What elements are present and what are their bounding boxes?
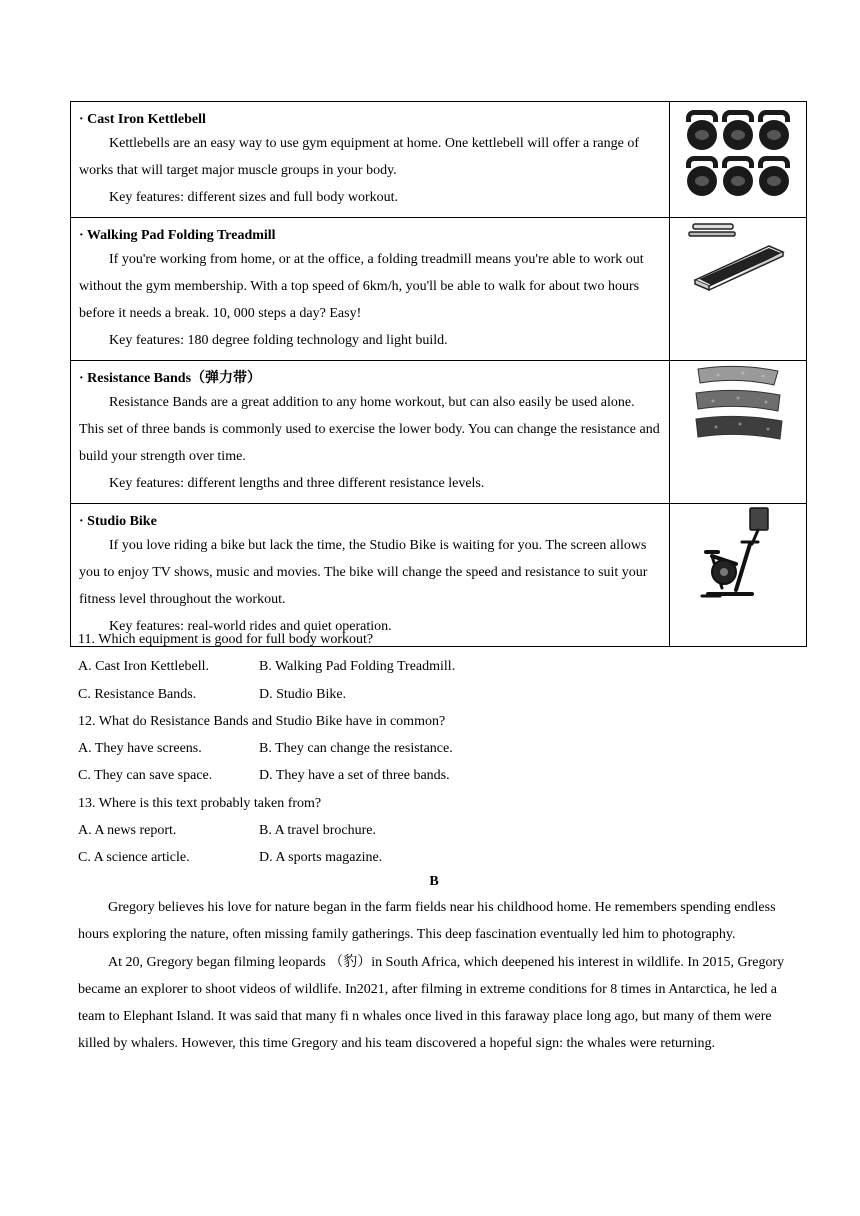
section-title: B	[429, 874, 439, 889]
kettlebells-image	[682, 102, 794, 198]
table-row	[71, 361, 807, 504]
equipment-table	[70, 101, 807, 647]
option-d: D. Studio Bike.	[259, 686, 347, 702]
item-text-cell	[71, 218, 670, 361]
item-image-cell	[670, 218, 807, 361]
item-features: Key features: 180 degree folding technology and light build.	[109, 333, 448, 348]
option-b: B. Walking Pad Folding Treadmill.	[259, 659, 456, 675]
passage-paragraph: Gregory believes his love for nature began in the farm fields near his childhood home. He remembers spending endless hours exploring the nature, often missing family gatherings. This deep fascination eventually led him to photography.	[78, 900, 776, 943]
item-features: Key features: real-world rides and quiet operation.	[109, 619, 392, 634]
item-title: · Walking Pad Folding Treadmill	[79, 228, 276, 243]
option-c: C. Resistance Bands.	[78, 686, 197, 702]
options-row	[78, 817, 790, 844]
option-d: D. They have a set of three bands.	[259, 768, 450, 784]
option-a: A. They have screens.	[78, 741, 202, 757]
item-features: Key features: different sizes and full body workout.	[109, 190, 398, 205]
question-text: 13. Where is this text probably taken from?	[78, 795, 322, 811]
options-row	[78, 653, 790, 680]
item-description: Kettlebells are an easy way to use gym equipment at home. One kettlebell will offer a range of works that will target major muscle groups in your body.	[79, 136, 640, 178]
treadmill-image	[683, 218, 793, 298]
item-text-cell	[71, 102, 670, 218]
questions-section	[78, 626, 790, 872]
option-a: A. A news report.	[78, 823, 177, 839]
option-c: C. A science article.	[78, 850, 190, 866]
studio-bike-image	[698, 504, 778, 604]
item-features: Key features: different lengths and three different resistance levels.	[109, 476, 485, 491]
passage-paragraph: At 20, Gregory began filming leopards （豹）in South Africa, which deepened his interest in wildlife. In 2015, Gregory became an explorer to shoot videos of wildlife. In2021, after filming in extreme conditions for 8 times in Antarctica, he led a team to Elephant Island. It was said that many fi n whales once lived in this faraway place long ago, but many of them were killed by whalers. However, this time Gregory and his team discovered a hopeful sign: the whales were returning.	[78, 954, 785, 1052]
item-image-cell	[670, 361, 807, 504]
question-text: 11. Which equipment is good for full body workout?	[78, 632, 374, 647]
item-text-cell	[71, 361, 670, 504]
options-row	[78, 762, 790, 789]
options-row	[78, 735, 790, 762]
option-a: A. Cast Iron Kettlebell.	[78, 659, 210, 675]
question-text: 12. What do Resistance Bands and Studio Bike have in common?	[78, 713, 446, 729]
option-c: C. They can save space.	[78, 768, 213, 784]
resistance-bands-image	[688, 361, 788, 445]
item-title: · Resistance Bands（弹力带）	[79, 371, 262, 386]
option-b: B. They can change the resistance.	[259, 741, 453, 757]
options-row	[78, 844, 790, 871]
item-title: · Cast Iron Kettlebell	[79, 112, 206, 127]
item-description: Resistance Bands are a great addition to any home workout, but can also easily be used alone. This set of three bands is commonly used to exercise the lower body. You can change the resistance and build your strength over time.	[79, 395, 660, 464]
table-row	[71, 102, 807, 218]
option-d: D. A sports magazine.	[259, 850, 383, 866]
options-row	[78, 681, 790, 708]
passage-b	[78, 870, 790, 1058]
item-description: If you're working from home, or at the office, a folding treadmill means you're able to work out without the gym membership. With a top speed of 6km/h, you'll be able to walk for about two hours before it needs a break. 10, 000 steps a day? Easy!	[79, 252, 644, 321]
item-image-cell	[670, 102, 807, 218]
item-description: If you love riding a bike but lack the time, the Studio Bike is waiting for you. The screen allows you to enjoy TV shows, music and movies. The bike will change the speed and resistance to suit your fitness level throughout the workout.	[79, 538, 648, 607]
table-row	[71, 218, 807, 361]
item-title: · Studio Bike	[79, 514, 157, 529]
option-b: B. A travel brochure.	[259, 823, 377, 839]
